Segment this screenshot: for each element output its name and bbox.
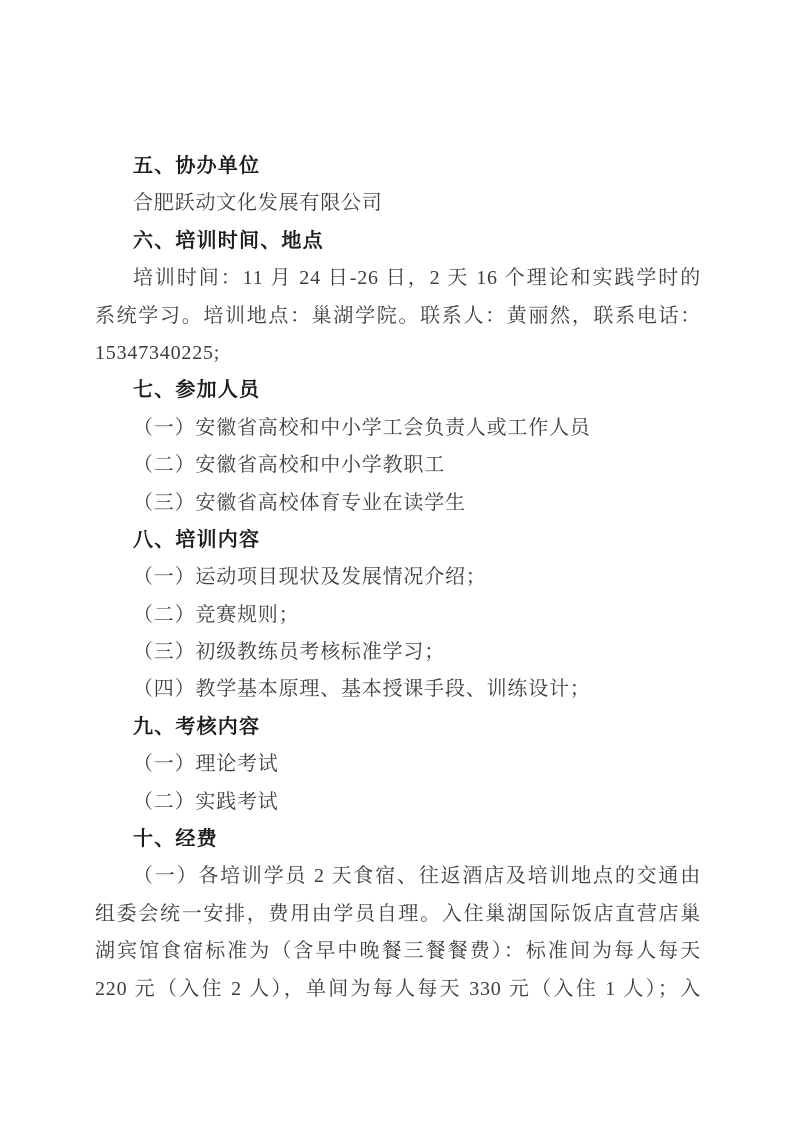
- line-training-content-1: （一）运动项目现状及发展情况介绍；: [133, 566, 487, 589]
- line-training-time-1: 培训时间：11 月 24 日-26 日，2 天 16 个理论和实践学时的: [133, 267, 701, 290]
- document-text-block: [95, 148, 701, 1008]
- heading-participants: 七、参加人员: [133, 379, 261, 402]
- line-assessment-practice: （二）实践考试: [133, 790, 279, 813]
- heading-training-time-location: 六、培训时间、地点: [133, 229, 324, 252]
- line-fees-2: 组委会统一安排，费用由学员自理。入住巢湖国际饭店直营店巢: [95, 902, 701, 925]
- line-participants-2: （二）安徽省高校和中小学教职工: [133, 454, 445, 477]
- line-fees-4: 220 元（入住 2 人），单间为每人每天 330 元（入住 1 人）；入: [95, 977, 701, 1000]
- heading-fees: 十、经费: [133, 828, 218, 851]
- line-participants-1: （一）安徽省高校和中小学工会负责人或工作人员: [133, 416, 591, 439]
- line-fees-1: （一）各培训学员 2 天食宿、往返酒店及培训地点的交通由: [133, 865, 701, 888]
- line-training-content-2: （二）竞赛规则；: [133, 603, 300, 626]
- heading-co-organizer: 五、协办单位: [133, 155, 261, 177]
- line-fees-3: 湖宾馆食宿标准为（含早中晚餐三餐餐费）：标准间为每人每天: [95, 940, 701, 963]
- line-assessment-theory: （一）理论考试: [133, 753, 279, 776]
- heading-training-content: 八、培训内容: [133, 528, 261, 551]
- heading-assessment-content: 九、考核内容: [133, 715, 261, 738]
- line-training-content-3: （三）初级教练员考核标准学习；: [133, 641, 445, 664]
- line-co-organizer-name: 合肥跃动文化发展有限公司: [133, 192, 383, 215]
- line-participants-3: （三）安徽省高校体育专业在读学生: [133, 491, 466, 514]
- line-training-time-2: 系统学习。培训地点：巢湖学院。联系人：黄丽然，联系电话：: [95, 304, 701, 327]
- line-contact-phone: 15347340225;: [95, 341, 221, 364]
- line-training-content-4: （四）教学基本原理、基本授课手段、训练设计；: [133, 678, 591, 701]
